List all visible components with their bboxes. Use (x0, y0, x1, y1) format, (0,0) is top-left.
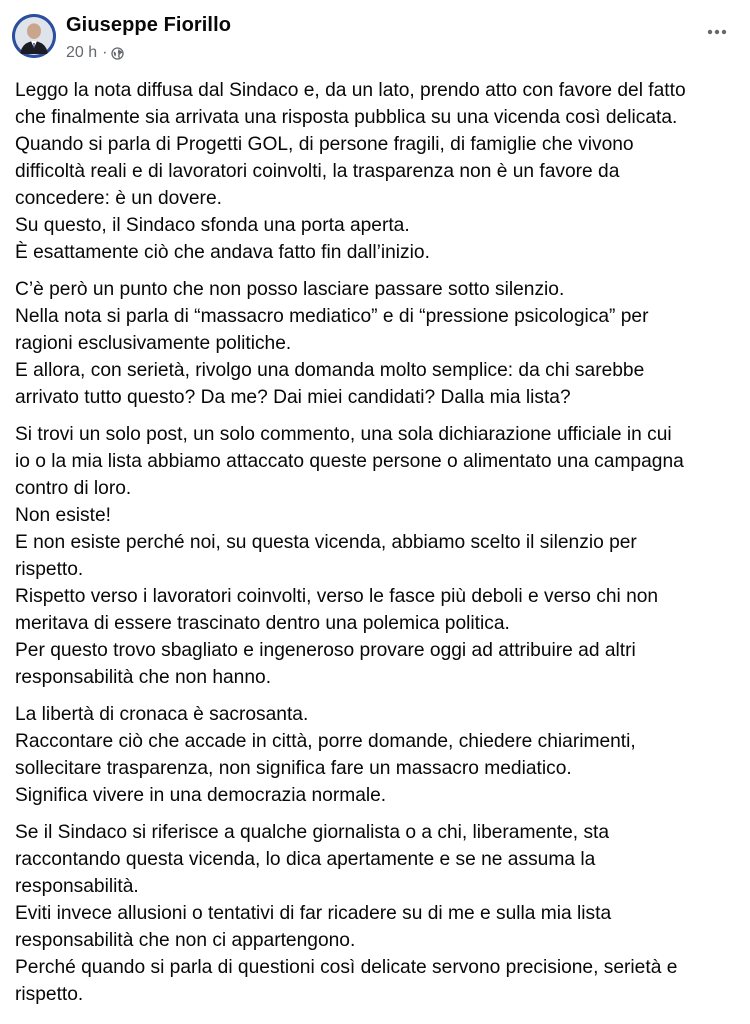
post-meta (66, 44, 124, 62)
post-text-line: Leggo la nota diffusa dal Sindaco e, da un lato, prendo atto con favore del fatto (15, 80, 686, 101)
post-header (0, 0, 750, 72)
post-text-line: Raccontare ciò che accade in città, porre domande, chiedere chiarimenti, (15, 731, 636, 752)
post-text-line: che finalmente sia arrivata una risposta pubblica su una vicenda così delicata. (15, 107, 678, 128)
more-options-button[interactable] (702, 22, 732, 42)
post-text-line: raccontando questa vicenda, lo dica apertamente e se ne assuma la (15, 849, 596, 870)
post-text-line: Su questo, il Sindaco sfonda una porta aperta. (15, 215, 410, 236)
post-text-line: E non esiste perché noi, su questa vicenda, abbiamo scelto il silenzio per (15, 532, 637, 553)
post-text-line: Nella nota si parla di “massacro mediatico” e di “pressione psicologica” per (15, 306, 649, 327)
post-text-line: responsabilità. (15, 876, 139, 897)
meta-separator: · (102, 44, 108, 61)
author-name[interactable]: Giuseppe Fiorillo (66, 14, 232, 36)
more-horizontal-icon (707, 29, 727, 35)
post-text-line: C’è però un punto che non posso lasciare passare sotto silenzio. (15, 279, 565, 300)
post-text-line: Perché quando si parla di questioni così delicate servono precisione, serietà e (15, 957, 678, 978)
post-text-line: Eviti invece allusioni o tentativi di far ricadere su di me e sulla mia lista (15, 903, 612, 924)
post-paragraph (15, 276, 737, 411)
post-paragraph (15, 421, 737, 691)
post-text-line: La libertà di cronaca è sacrosanta. (15, 704, 309, 725)
post-text-line: responsabilità che non hanno. (15, 667, 272, 688)
post-text-line: È esattamente ciò che andava fatto fin dall’inizio. (15, 242, 430, 263)
post-text-line: sollecitare trasparenza, non significa fare un massacro mediatico. (15, 758, 572, 779)
post-text-line: arrivato tutto questo? Da me? Dai miei candidati? Dalla mia lista? (15, 387, 571, 408)
post-text-line: rispetto. (15, 559, 84, 580)
post-paragraph (15, 701, 737, 809)
post-text-line: Quando si parla di Progetti GOL, di persone fragili, di famiglie che vivono (15, 134, 634, 155)
post-paragraph (15, 77, 737, 266)
avatar[interactable] (12, 14, 56, 58)
post-text-line: difficoltà reali e di lavoratori coinvolti, la trasparenza non è un favore da (15, 161, 620, 182)
post-text-line: Se il Sindaco si riferisce a qualche giornalista o a chi, liberamente, sta (15, 822, 610, 843)
post-text-line: Rispetto verso i lavoratori coinvolti, verso le fasce più deboli e verso chi non (15, 586, 659, 607)
post-text-line: Significa vivere in una democrazia normale. (15, 785, 387, 806)
post-text-line: Non esiste! (15, 505, 111, 526)
post-text-line: meritava di essere trascinato dentro una polemica politica. (15, 613, 510, 634)
post-text-line: io o la mia lista abbiamo attaccato queste persone o alimentato una campagna (15, 451, 684, 472)
post-text-line: E allora, con serietà, rivolgo una domanda molto semplice: da chi sarebbe (15, 360, 645, 381)
post-text-line: concedere: è un dovere. (15, 188, 222, 209)
post-text-line: rispetto. (15, 984, 84, 1005)
post-text-line: Si trovi un solo post, un solo commento, una sola dichiarazione ufficiale in cui (15, 424, 672, 445)
post-text-line: Per questo trovo sbagliato e ingeneroso provare oggi ad attribuire ad altri (15, 640, 636, 661)
post-text-line: responsabilità che non ci appartengono. (15, 930, 356, 951)
post-text-line: ragioni esclusivamente politiche. (15, 333, 292, 354)
post-paragraph (15, 819, 737, 1008)
avatar-portrait-icon (12, 14, 56, 58)
globe-icon (111, 47, 124, 60)
post-text-line: contro di loro. (15, 478, 132, 499)
post-timestamp[interactable]: 20 h (66, 44, 98, 61)
post-body (15, 77, 737, 1018)
